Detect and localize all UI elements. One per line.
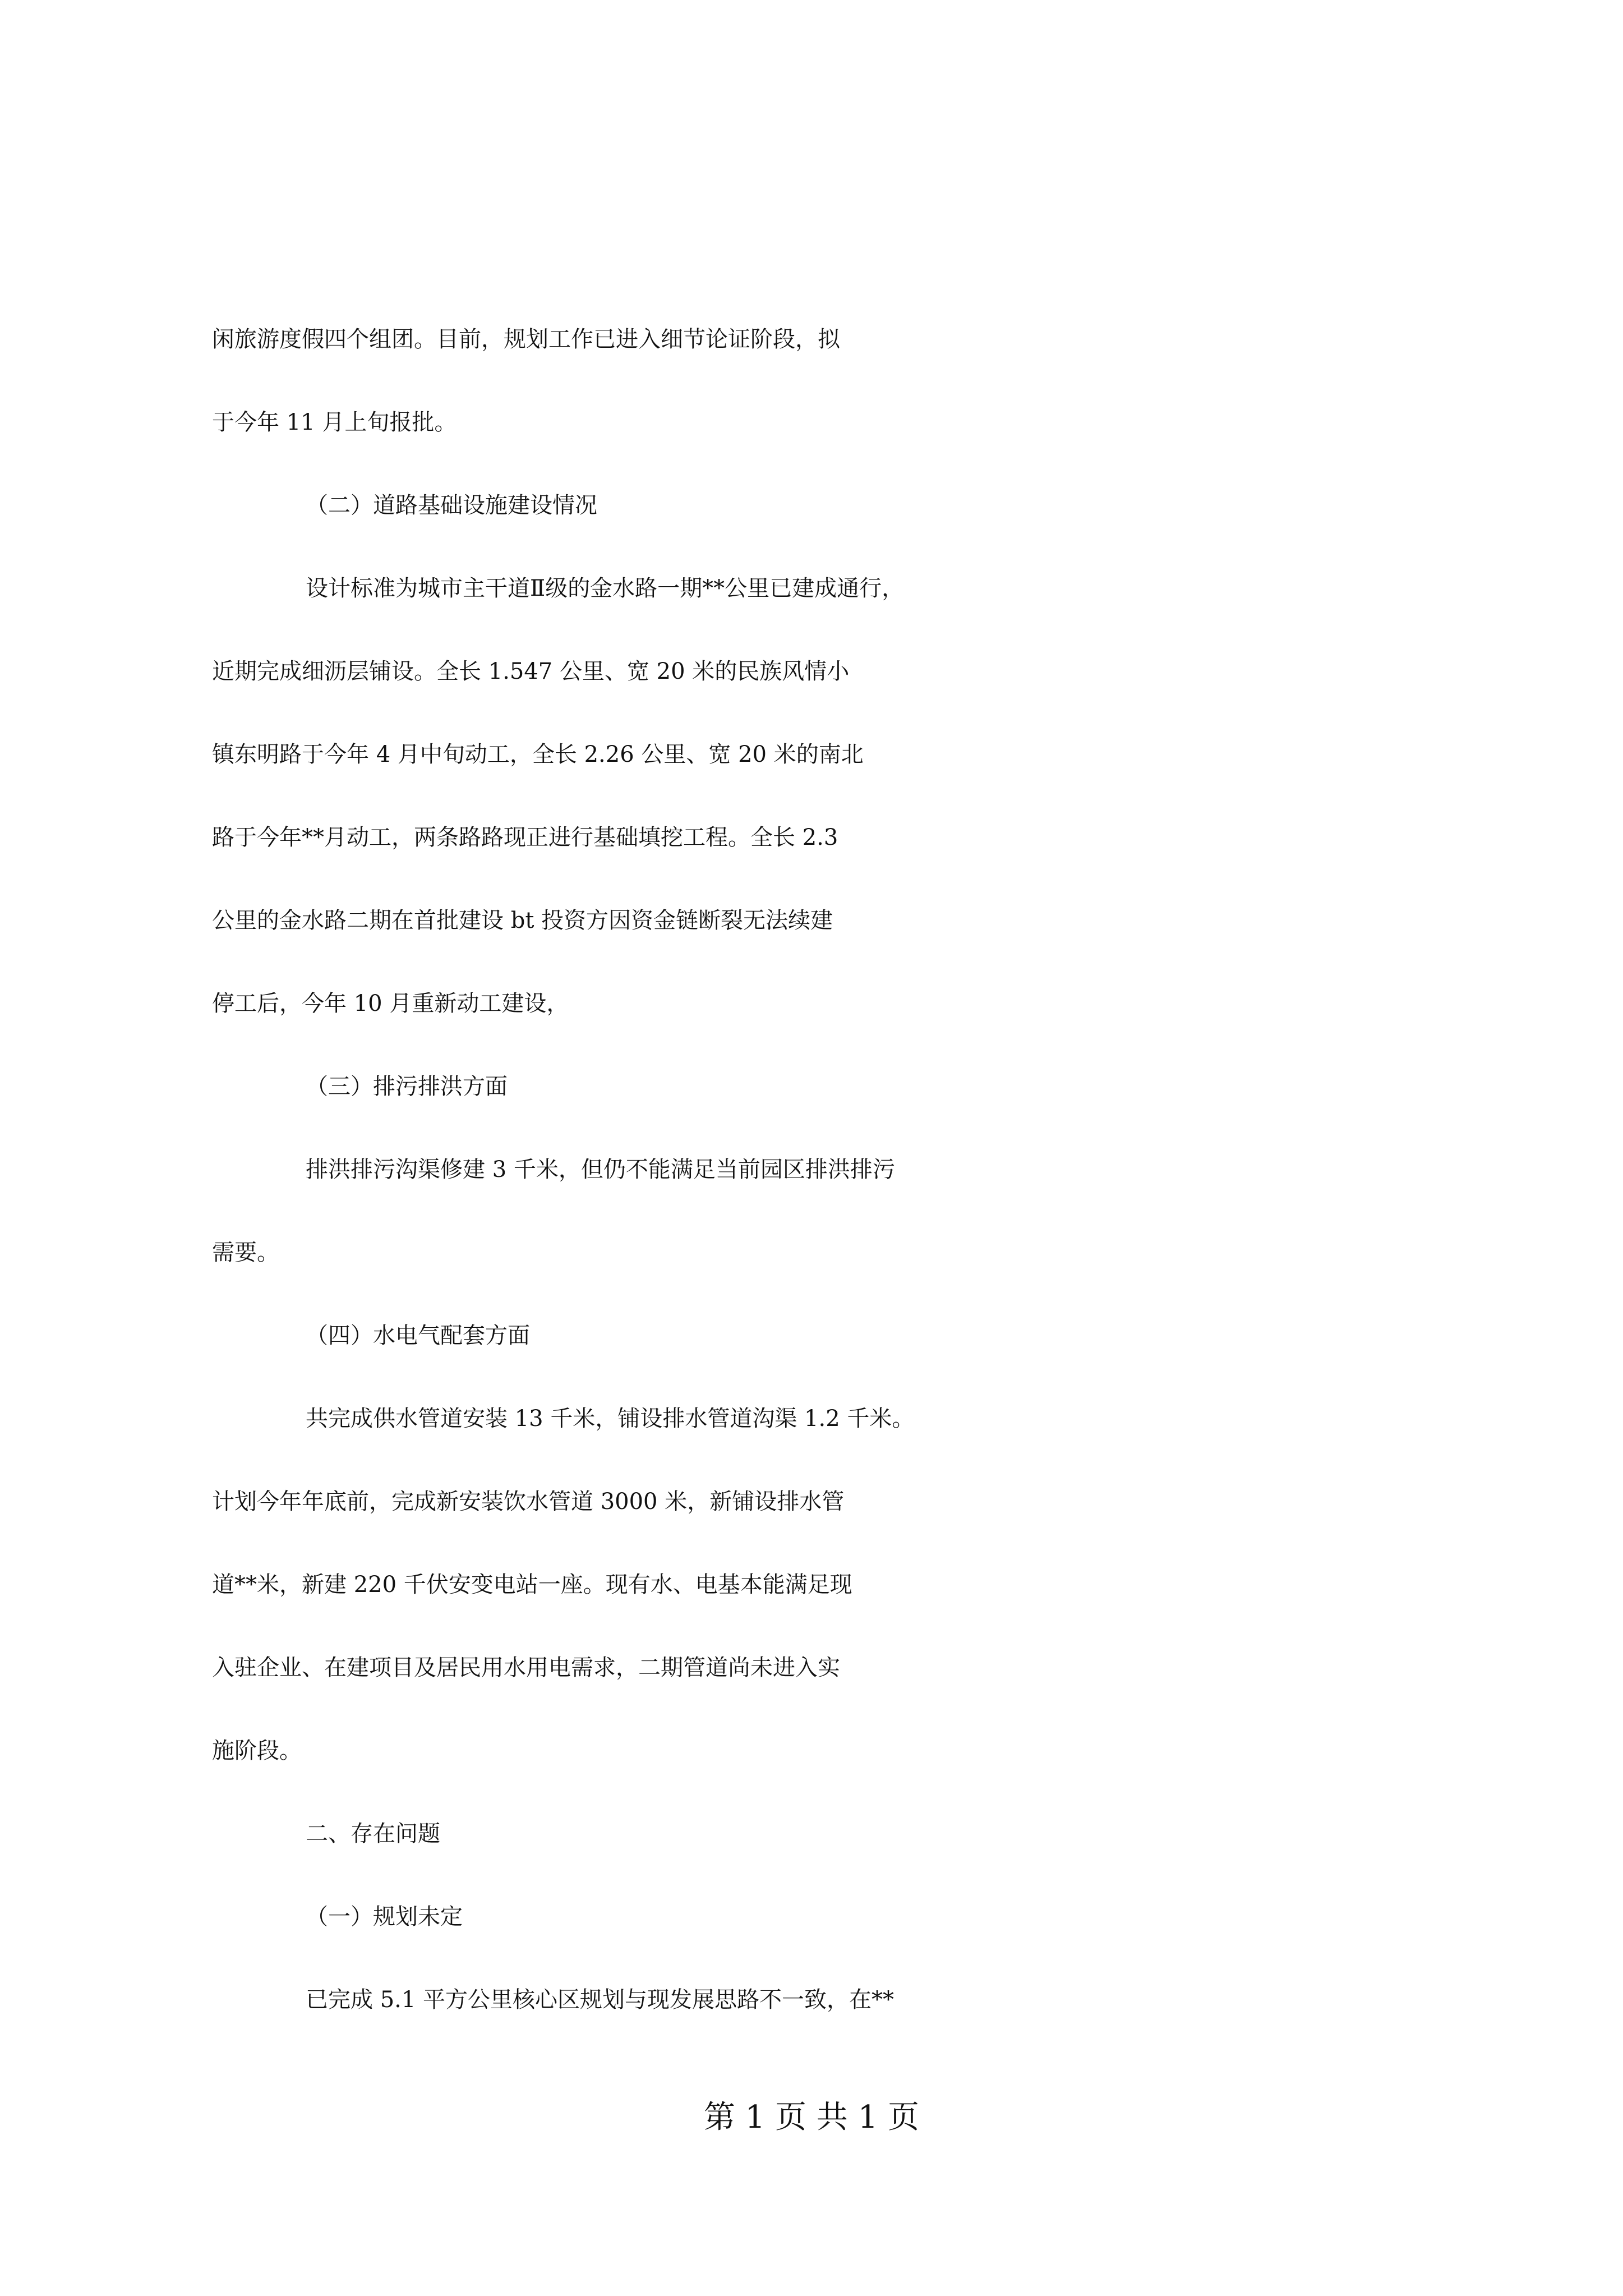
text-line-2: 于今年 11 月上旬报批。: [212, 409, 457, 435]
text-line-7: 路于今年**月动工，两条路路现正进行基础填挖工程。全长 2.3: [212, 825, 838, 850]
text-line-11: 排洪排污沟渠修建 3 千米，但仍不能满足当前园区排洪排污: [306, 1157, 895, 1182]
section-heading-planning: （一）规划未定: [306, 1904, 463, 1930]
section-heading-problems: 二、存在问题: [306, 1821, 440, 1847]
text-line-8: 公里的金水路二期在首批建设 bt 投资方因资金链断裂无法续建: [212, 908, 833, 933]
page-footer: 第 1 页 共 1 页: [703, 2099, 920, 2136]
text-line-18: 施阶段。: [212, 1738, 302, 1764]
section-heading-roads: （二）道路基础设施建设情况: [306, 493, 597, 518]
text-line-6: 镇东明路于今年 4 月中旬动工，全长 2.26 公里、宽 20 米的南北: [212, 742, 864, 767]
text-line-5: 近期完成细沥层铺设。全长 1.547 公里、宽 20 米的民族风情小: [212, 659, 850, 684]
text-line-1: 闲旅游度假四个组团。目前，规划工作已进入细节论证阶段，拟: [212, 326, 840, 352]
text-line-16: 道**米，新建 220 千伏安变电站一座。现有水、电基本能满足现: [212, 1572, 852, 1598]
text-line-17: 入驻企业、在建项目及居民用水用电需求，二期管道尚未进入实: [212, 1655, 840, 1681]
text-line-9: 停工后，今年 10 月重新动工建设，: [212, 991, 569, 1016]
text-line-21: 已完成 5.1 平方公里核心区规划与现发展思路不一致，在**: [306, 1987, 895, 2013]
text-line-4: 设计标准为城市主干道Ⅱ级的金水路一期**公里已建成通行，: [306, 576, 905, 601]
section-heading-drainage: （三）排污排洪方面: [306, 1074, 508, 1099]
section-heading-utilities: （四）水电气配套方面: [306, 1323, 530, 1349]
text-line-15: 计划今年年底前，完成新安装饮水管道 3000 米，新铺设排水管: [212, 1489, 845, 1515]
text-line-12: 需要。: [212, 1240, 279, 1266]
text-line-14: 共完成供水管道安装 13 千米，铺设排水管道沟渠 1.2 千米。: [306, 1406, 915, 1432]
